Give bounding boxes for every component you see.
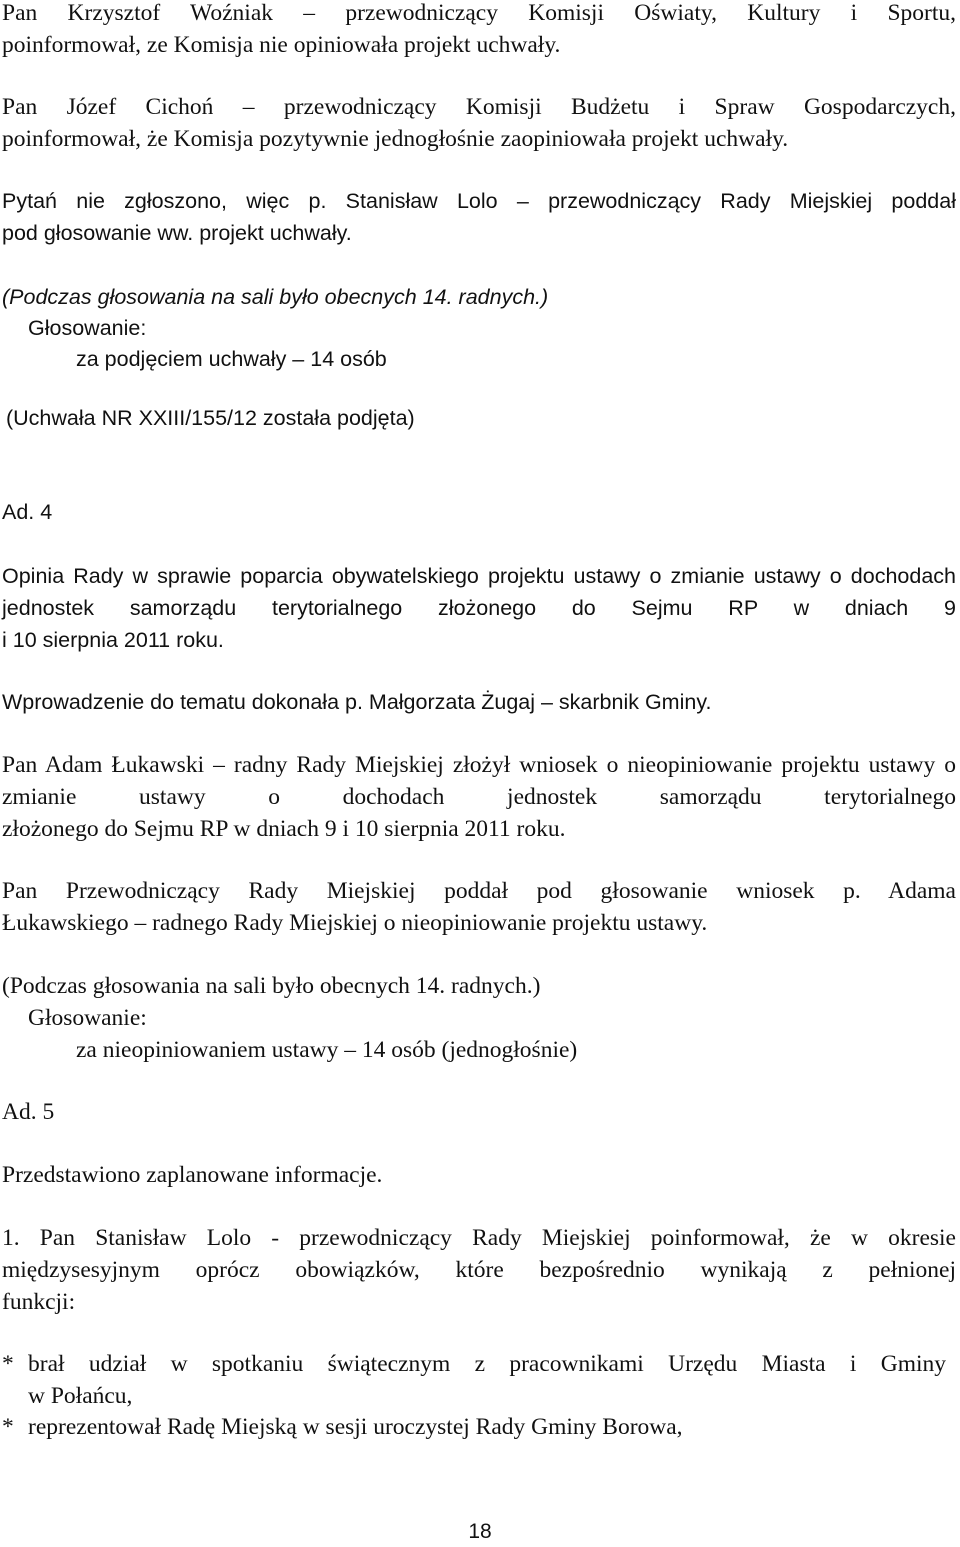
- paragraph-ad4-motion: [2, 749, 956, 845]
- text-line: międzysesyjnym oprócz obowiązków, które bezpośrednio wynikają z pełnionej: [2, 1257, 956, 1283]
- paragraph-ad5-item1: [2, 1222, 956, 1318]
- text-line: projektu ustawy o zmianie ustawy o dochodach jednostek samorządu terytorialnego: [2, 752, 957, 810]
- paragraph-ad5-intro: Przedstawiono zaplanowane informacje.: [2, 1162, 383, 1188]
- list-item: [2, 1411, 946, 1443]
- text-line: Pan Krzysztof Woźniak – przewodniczący Komisji Oświaty, Kultury i Sportu,: [2, 0, 956, 26]
- paragraph-ad4-vote-call: [2, 875, 956, 939]
- vote-presence-note: (Podczas głosowania na sali było obecnych 14. radnych.): [2, 285, 549, 309]
- page-number: 18: [468, 1520, 492, 1543]
- section-heading-ad4: Ad. 4: [2, 500, 53, 524]
- text-line: brał udział w spotkaniu świątecznym z pracownikami Urzędu Miasta i Gminy: [28, 1351, 946, 1377]
- list-item-text: [28, 1411, 946, 1443]
- text-line: Pan Adam Łukawski – radny Rady Miejskiej złożył wniosek o nieopiniowanie: [2, 752, 773, 778]
- paragraph-cichon-commission: [2, 91, 956, 155]
- vote-presence-note: (Podczas głosowania na sali było obecnych 14. radnych.): [2, 973, 541, 999]
- text-line: poinformował, że Komisja pozytywnie jednogłośnie zaopiniowała projekt uchwały.: [2, 126, 789, 152]
- text-line: funkcji:: [2, 1289, 76, 1315]
- text-line: reprezentował Radę Miejską w sesji uroczystej Rady Gminy Borowa,: [28, 1414, 683, 1440]
- vote-label: Głosowanie:: [28, 1005, 147, 1031]
- text-line: złożonego do Sejmu RP w dniach 9 i 10 sierpnia 2011 roku.: [2, 816, 566, 842]
- text-line: o dochodach jednostek samorządu terytorialnego złożonego do Sejmu RP w dniach 9: [2, 564, 956, 620]
- vote-label: Głosowanie:: [28, 316, 147, 340]
- text-line: Pan Przewodniczący Rady Miejskiej poddał pod głosowanie wniosek p. Adama: [2, 878, 956, 904]
- list-item: [2, 1348, 946, 1412]
- paragraph-ad4-intro: Wprowadzenie do tematu dokonała p. Małgorzata Żugaj – skarbnik Gminy.: [2, 690, 712, 714]
- resolution-status: (Uchwała NR XXIII/155/12 została podjęta): [6, 406, 415, 430]
- text-line: pod głosowanie ww. projekt uchwały.: [2, 221, 352, 245]
- bullet-marker: *: [2, 1414, 14, 1440]
- paragraph-no-questions: [2, 185, 956, 249]
- text-line: w Połańcu,: [28, 1383, 133, 1409]
- text-line: Łukawskiego – radnego Rady Miejskiej o nieopiniowanie projektu ustawy.: [2, 910, 708, 936]
- text-line: 1. Pan Stanisław Lolo - przewodniczący Rady Miejskiej poinformował, że w okresie: [2, 1225, 956, 1251]
- text-line: Pytań nie zgłoszono, więc p. Stanisław Lolo – przewodniczący Rady Miejskiej poddał: [2, 189, 956, 213]
- text-line: i 10 sierpnia 2011 roku.: [2, 628, 224, 652]
- paragraph-woznjak-commission: [2, 0, 956, 61]
- bullet-marker: *: [2, 1351, 14, 1377]
- vote-result: za podjęciem uchwały – 14 osób: [76, 347, 387, 371]
- text-line: Opinia Rady w sprawie poparcia obywatelskiego projektu ustawy o zmianie ustawy: [2, 564, 821, 588]
- vote-result: za nieopiniowaniem ustawy – 14 osób (jednogłośnie): [76, 1037, 578, 1063]
- section-heading-ad5: Ad. 5: [2, 1099, 55, 1125]
- text-line: poinformował, ze Komisja nie opiniowała projekt uchwały.: [2, 32, 561, 58]
- text-line: Pan Józef Cichoń – przewodniczący Komisji Budżetu i Spraw Gospodarczych,: [2, 94, 956, 120]
- list-item-text: [28, 1348, 946, 1412]
- paragraph-ad4-topic: [2, 560, 956, 656]
